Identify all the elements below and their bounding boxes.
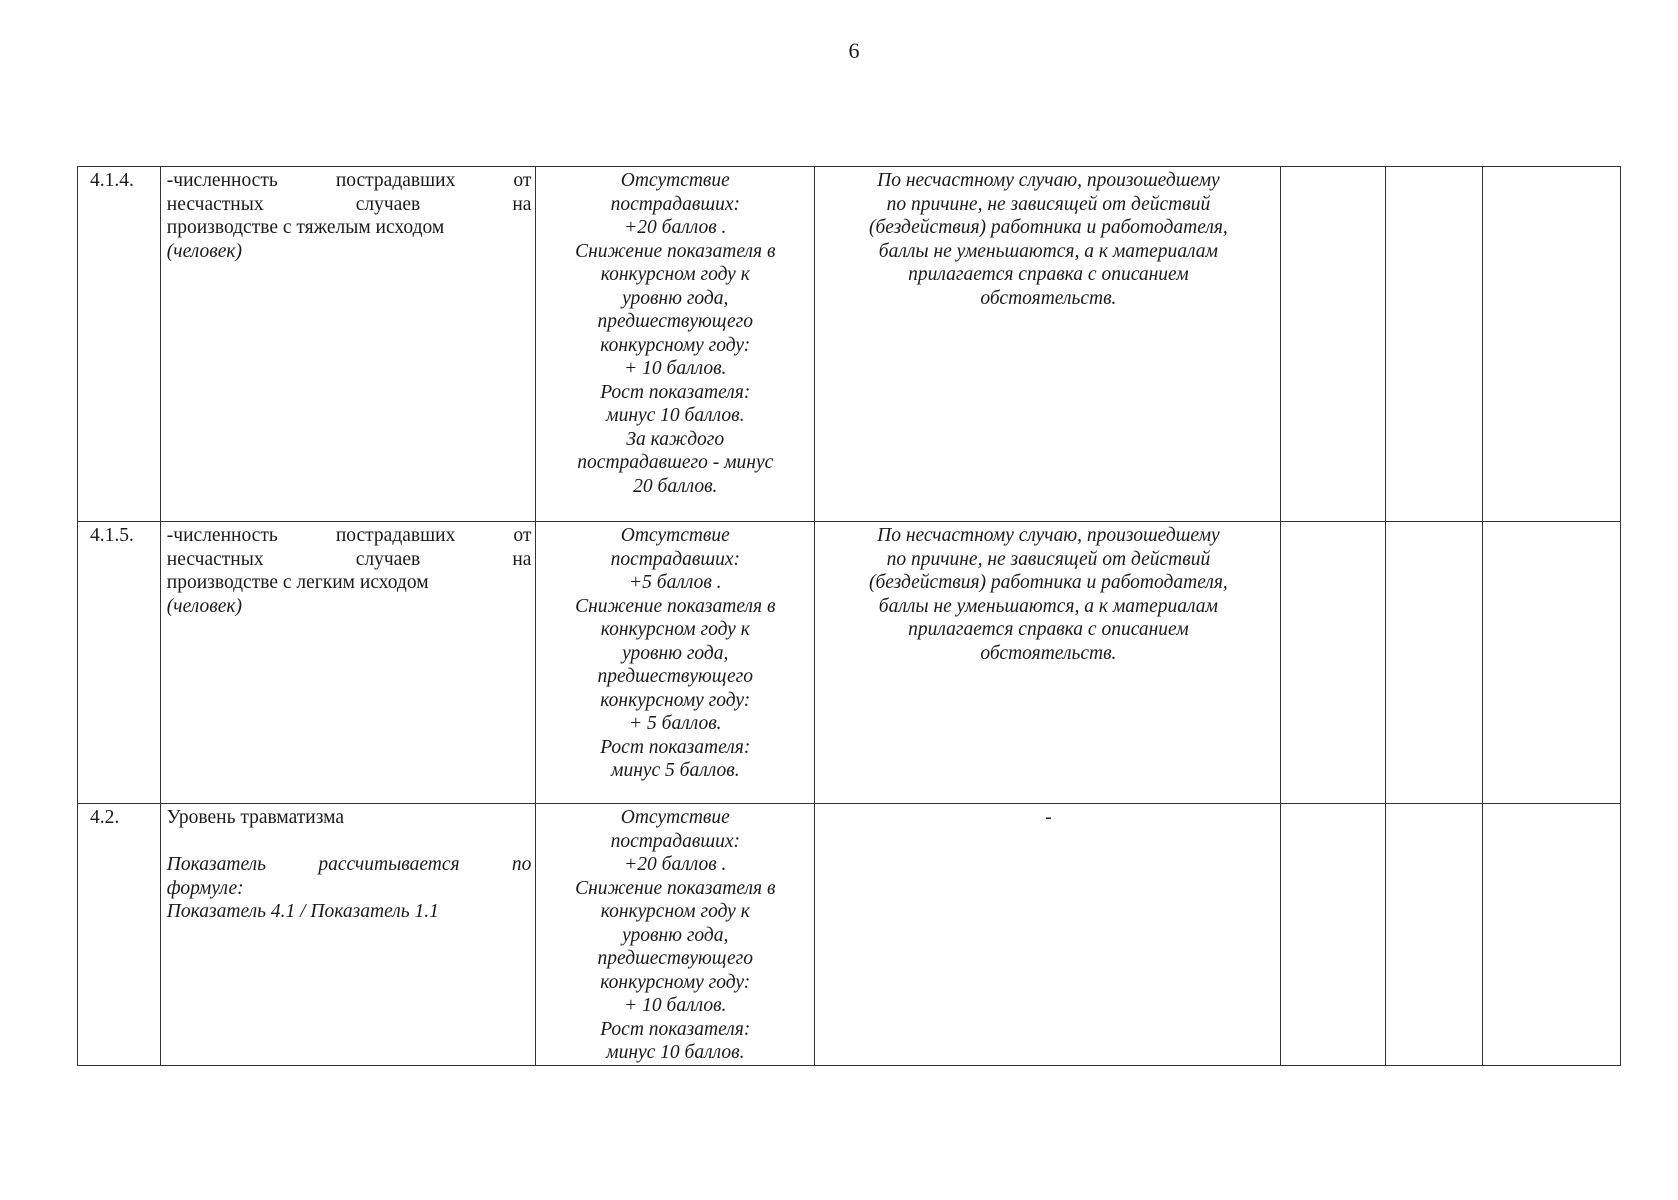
note-line: по причине, не зависящей от действий <box>886 193 1211 215</box>
indicator-name <box>160 804 536 1066</box>
empty-cell <box>1280 167 1385 522</box>
score-line: предшествующего <box>597 311 754 332</box>
indicator-name <box>160 167 536 522</box>
table-row <box>78 804 1621 1066</box>
criteria-table <box>77 166 1621 1066</box>
indicator-unit: (человек) <box>166 595 242 617</box>
formula-text: формуле: <box>166 877 244 899</box>
score-line: конкурсному году: <box>600 334 751 356</box>
note-line: обстоятельств. <box>980 287 1117 309</box>
indicator-line: производстве с легким исходом <box>166 572 429 593</box>
note-line: (бездействия) работника и работодателя, <box>868 217 1228 238</box>
score-line: 20 баллов. <box>633 475 718 497</box>
score-line: предшествующего <box>597 948 754 969</box>
score-line: Отсутствие <box>620 525 730 546</box>
note-line: По несчастному случаю, произошедшему <box>877 170 1220 191</box>
score-line: Снижение показателя в <box>575 595 776 617</box>
score-line: конкурсном году к <box>600 901 750 922</box>
score-line: Снижение показателя в <box>575 877 776 899</box>
table-row <box>78 522 1621 804</box>
score-criteria <box>536 522 815 804</box>
score-line: Рост показателя: <box>600 1018 751 1040</box>
score-line: пострадавших: <box>610 193 740 215</box>
note-line: баллы не уменьшаются, а к материалам <box>878 240 1218 262</box>
score-line: конкурсному году: <box>600 971 751 993</box>
empty-cell <box>1280 522 1385 804</box>
formula-text: Показатель рассчитывается по <box>166 854 532 875</box>
indicator-name <box>160 522 536 804</box>
score-line: Отсутствие <box>620 170 730 191</box>
empty-cell <box>1385 522 1482 804</box>
row-number: 4.1.5. <box>78 522 161 804</box>
score-line: Снижение показателя в <box>575 240 776 262</box>
score-line: + 10 баллов. <box>624 995 727 1016</box>
score-line: минус 10 баллов. <box>606 405 745 426</box>
score-line: + 5 баллов. <box>629 713 722 734</box>
score-line: За каждого <box>626 428 725 450</box>
score-line: пострадавших: <box>610 830 740 852</box>
score-line: минус 10 баллов. <box>606 1042 745 1063</box>
page-number: 6 <box>848 38 860 63</box>
score-line: уровню года, <box>622 924 729 946</box>
note-dash: - <box>1045 807 1052 828</box>
note-line: по причине, не зависящей от действий <box>886 548 1211 570</box>
indicator-line: несчастных случаев на <box>166 193 532 215</box>
note-line: По несчастному случаю, произошедшему <box>877 525 1220 546</box>
note-line: прилагается справка с описанием <box>908 619 1189 640</box>
score-line: уровню года, <box>622 287 729 309</box>
score-line: конкурсном году к <box>600 264 750 285</box>
score-line: Рост показателя: <box>600 736 751 758</box>
score-line: конкурсному году: <box>600 689 751 711</box>
spacer <box>167 830 532 854</box>
score-line: пострадавших: <box>610 548 740 570</box>
empty-cell <box>1482 522 1620 804</box>
empty-cell <box>1482 804 1620 1066</box>
score-line: Рост показателя: <box>600 381 751 403</box>
note-line: прилагается справка с описанием <box>908 264 1189 285</box>
score-line: уровню года, <box>622 642 729 664</box>
score-criteria <box>536 167 815 522</box>
row-number: 4.1.4. <box>78 167 161 522</box>
note-cell <box>815 804 1281 1066</box>
indicator-line: производстве с тяжелым исходом <box>166 217 445 238</box>
score-line: минус 5 баллов. <box>611 760 740 781</box>
score-line: предшествующего <box>597 666 754 687</box>
score-line: пострадавшего - минус <box>577 452 774 473</box>
score-line: конкурсном году к <box>600 619 750 640</box>
indicator-line: -численность пострадавших от <box>166 170 532 191</box>
indicator-line: несчастных случаев на <box>166 548 532 570</box>
score-line: + 10 баллов. <box>624 358 727 379</box>
score-line: +5 баллов . <box>629 572 722 593</box>
empty-cell <box>1385 804 1482 1066</box>
note-cell <box>815 167 1281 522</box>
indicator-line: -численность пострадавших от <box>166 525 532 546</box>
empty-cell <box>1385 167 1482 522</box>
empty-cell <box>1482 167 1620 522</box>
note-line: (бездействия) работника и работодателя, <box>868 572 1228 593</box>
formula-expression: Показатель 4.1 / Показатель 1.1 <box>166 901 439 922</box>
score-line: +20 баллов . <box>624 217 727 238</box>
indicator-title: Уровень травматизма <box>166 807 344 828</box>
score-line: Отсутствие <box>620 807 730 828</box>
table-row <box>78 167 1621 522</box>
indicator-unit: (человек) <box>166 240 242 262</box>
score-line: +20 баллов . <box>624 854 727 875</box>
note-line: обстоятельств. <box>980 642 1117 664</box>
row-number: 4.2. <box>78 804 161 1066</box>
note-line: баллы не уменьшаются, а к материалам <box>878 595 1218 617</box>
empty-cell <box>1280 804 1385 1066</box>
score-criteria <box>536 804 815 1066</box>
note-cell <box>815 522 1281 804</box>
